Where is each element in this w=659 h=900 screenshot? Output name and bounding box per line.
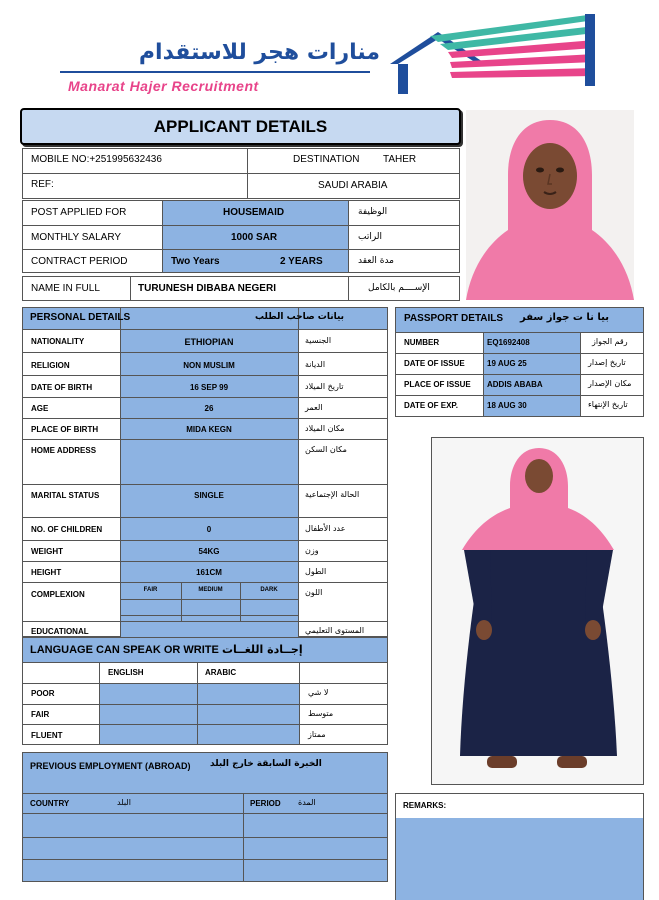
company-logo (60, 40, 380, 95)
destination-label: DESTINATION (293, 154, 360, 165)
pob-value: MIDA KEGN (186, 425, 232, 434)
children-label: NO. OF CHILDREN (31, 525, 103, 534)
pob-label-ar: مكان الميلاد (305, 424, 345, 433)
complexion-label: COMPLEXION (31, 590, 85, 599)
children-label-ar: عدد الأطفال (305, 524, 346, 533)
height-label-ar: الطول (305, 567, 327, 576)
children-value: 0 (206, 525, 212, 534)
marital-value: SINGLE (194, 491, 224, 500)
dob-label-ar: تاريخ الميلاد (305, 382, 344, 391)
religion-label-ar: الديانة (305, 360, 326, 369)
passport-number-ar: رقم الجواز (592, 337, 628, 346)
name-box (22, 276, 460, 301)
destination-country: SAUDI ARABIA (318, 180, 388, 191)
passport-place-ar: مكان الإصدار (588, 379, 632, 388)
language-fair: FAIR (31, 710, 50, 719)
passport-issue-date: 19 AUG 25 (487, 359, 527, 368)
education-label-ar: المستوى التعليمي (305, 626, 365, 635)
employment-period-ar: المدة (298, 798, 316, 807)
contract-label-ar: مدة العقد (358, 256, 394, 266)
house-logo-icon (390, 12, 600, 97)
language-poor: POOR (31, 689, 55, 698)
education-label: EDUCATIONAL (31, 627, 89, 636)
employment-period: PERIOD (250, 799, 281, 808)
applicant-full-body-photo (431, 437, 644, 785)
passport-issue-label: DATE OF ISSUE (404, 359, 465, 368)
age-label: AGE (31, 404, 49, 413)
language-english: ENGLISH (108, 668, 144, 677)
passport-heading-ar: بيا نا ت جواز سفر (520, 312, 609, 323)
top-info-box (22, 148, 460, 199)
complexion-fair: FAIR (143, 587, 158, 593)
religion-label: RELIGION (31, 361, 70, 370)
passport-heading: PASSPORT DETAILS (404, 313, 504, 324)
complexion-dark: DARK (260, 587, 278, 593)
language-fair-ar: متوسط (308, 709, 334, 718)
language-fluent: FLUENT (31, 731, 63, 740)
full-name: TURUNESH DIBABA NEGERI (138, 283, 276, 294)
personal-heading-ar: بيانات صاحب الطلب (255, 312, 345, 322)
language-fluent-ar: ممتاز (308, 730, 326, 739)
passport-number-label: NUMBER (404, 338, 440, 347)
post-label-ar: الوظيفة (358, 207, 388, 217)
dob-label: DATE OF BIRTH (31, 383, 93, 392)
passport-issue-ar: تاريخ إصدار (588, 358, 626, 367)
pob-label: PLACE OF BIRTH (31, 425, 99, 434)
destination-name: TAHER (383, 154, 417, 165)
company-name-english: Manarat Hajer Recruitment (68, 78, 259, 94)
language-heading: LANGUAGE CAN SPEAK OR WRITE (30, 644, 219, 656)
name-label-ar: الإســــم بالكامل (368, 283, 430, 293)
applicant-portrait-photo (466, 110, 634, 300)
height-label: HEIGHT (31, 568, 62, 577)
page-title (20, 108, 461, 145)
ref-label: REF: (31, 179, 54, 190)
age-value: 26 (204, 404, 214, 413)
height-value: 161CM (196, 568, 222, 577)
passport-exp-ar: تاريخ الإنتهاء (588, 400, 628, 409)
weight-value: 54KG (198, 547, 220, 556)
mobile-number: MOBILE NO:+251995632436 (31, 154, 162, 165)
name-label: NAME IN FULL (31, 283, 100, 294)
job-info-box (22, 200, 460, 273)
address-label: HOME ADDRESS (31, 446, 97, 455)
language-poor-ar: لا شي (308, 688, 329, 697)
logo-underline (60, 71, 370, 73)
contract-label: CONTRACT PERIOD (31, 256, 128, 267)
nationality-value: ETHIOPIAN (184, 337, 234, 347)
dob-value: 16 SEP 99 (189, 383, 229, 392)
age-label-ar: العمر (305, 403, 323, 412)
post-label: POST APPLIED FOR (31, 207, 127, 218)
salary-label-ar: الراتب (358, 232, 383, 242)
language-arabic: ARABIC (205, 668, 237, 677)
employment-section (22, 752, 388, 882)
passport-exp-label: DATE OF EXP. (404, 401, 458, 410)
religion-value: NON MUSLIM (183, 361, 235, 370)
employment-country-ar: البلد (117, 798, 131, 807)
language-heading-ar: إجــادة اللغــات (222, 643, 303, 656)
marital-label-ar: الحالة الإجتماعية (305, 490, 360, 499)
marital-label: MARITAL STATUS (31, 491, 100, 500)
remarks-label: REMARKS: (403, 801, 447, 810)
complexion-label-ar: اللون (305, 588, 323, 597)
weight-label-ar: وزن (305, 546, 319, 555)
passport-exp-date: 18 AUG 30 (487, 401, 527, 410)
complexion-medium: MEDIUM (198, 587, 223, 593)
nationality-label-ar: الجنسية (305, 336, 332, 345)
personal-heading: PERSONAL DETAILS (30, 312, 131, 323)
employment-heading-ar: الخبرة السابقة خارج البلد (210, 759, 322, 769)
page-title-text: APPLICANT DETAILS (153, 117, 328, 136)
contract-value-2: 2 YEARS (280, 256, 323, 267)
passport-place: ADDIS ABABA (487, 380, 543, 389)
contract-value: Two Years (171, 256, 220, 267)
salary-label: MONTHLY SALARY (31, 232, 122, 243)
company-name-arabic: منارات هجر للاستقدام (138, 40, 380, 65)
passport-place-label: PLACE OF ISSUE (404, 380, 471, 389)
employment-country: COUNTRY (30, 799, 70, 808)
passport-number: EQ1692408 (487, 338, 530, 347)
nationality-label: NATIONALITY (31, 337, 85, 346)
address-label-ar: مكان السكن (305, 445, 347, 454)
weight-label: WEIGHT (31, 547, 63, 556)
salary-value: 1000 SAR (231, 232, 278, 243)
post-value: HOUSEMAID (223, 207, 285, 218)
employment-heading: PREVIOUS EMPLOYMENT (ABROAD) (30, 761, 191, 771)
